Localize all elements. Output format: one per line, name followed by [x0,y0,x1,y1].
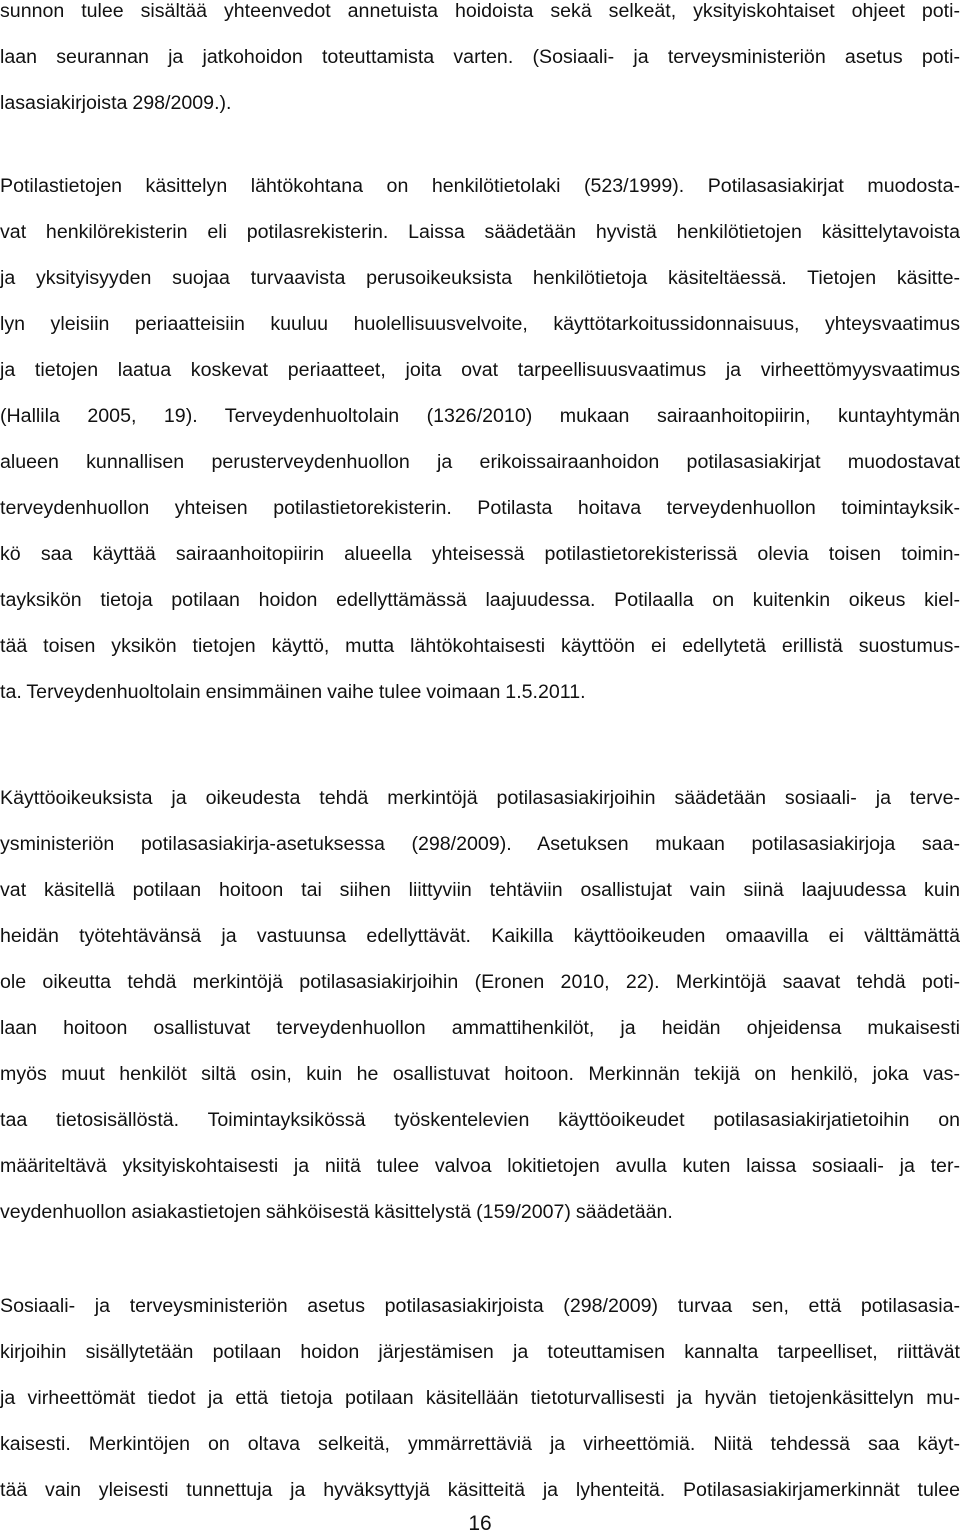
text-line: veydenhuollon asiakastietojen sähköisestä käsittelystä (159/2007) säädetään. [0,1201,673,1223]
text-line: alueen kunnallisen perusterveydenhuollon ja erikoissairaanhoidon potilasasiakirjat muodostavat [0,451,960,473]
text-line: Käyttöoikeuksista ja oikeudesta tehdä merkintöjä potilasasiakirjoihin säädetään sosiaali- ja terve- [0,787,960,809]
text-line: ja yksityisyyden suojaa turvaavista perusoikeuksista henkilötietoja käsiteltäessä. Tietojen käsitte- [0,267,960,289]
text-line: ta. Terveydenhuoltolain ensimmäinen vaihe tulee voimaan 1.5.2011. [0,681,586,703]
text-line: ja virheettömät tiedot ja että tietoja potilaan käsitellään tietoturvallisesti ja hyvän tietojenkäsittelyn mu- [0,1387,960,1409]
text-line: ja tietojen laatua koskevat periaatteet, joita ovat tarpeellisuusvaatimus ja virheettömyysvaatimus [0,359,960,381]
text-line: (Hallila 2005, 19). Terveydenhuoltolain (1326/2010) mukaan sairaanhoitopiirin, kuntayhtymän [0,405,960,427]
text-line: lasasiakirjoista 298/2009.). [0,92,232,114]
page-number: 16 [468,1512,492,1535]
text-line: ysministeriön potilasasiakirja-asetuksessa (298/2009). Asetuksen mukaan potilasasiakirjoja saa- [0,833,960,855]
text-line: määriteltävä yksityiskohtaisesti ja niitä tulee valvoa lokitietojen avulla kuten laissa sosiaali- ja ter- [0,1155,960,1177]
paragraph-3 [0,775,960,1235]
text-line: tää toisen yksikön tietojen käyttö, mutta lähtökohtaisesti käyttöön ei edellytetä erillistä suostumus- [0,635,960,657]
text-line: ole oikeutta tehdä merkintöjä potilasasiakirjoihin (Eronen 2010, 22). Merkintöjä saavat tehdä poti- [0,971,960,993]
text-line: taa tietosisällöstä. Toimintayksikössä työskentelevien käyttöoikeudet potilasasiakirjatietoihin on [0,1109,960,1131]
text-line: heidän työtehtävänsä ja vastuunsa edellyttävät. Kaikilla käyttöoikeuden omaavilla ei välttämättä [0,925,960,947]
text-line: kö saa käyttää sairaanhoitopiirin alueella yhteisessä potilastietorekisterissä olevia toisen toimin- [0,543,960,565]
paragraph-1 [0,0,960,126]
text-line: vat henkilörekisterin eli potilasrekisterin. Laissa säädetään hyvistä henkilötietojen käsittelytavoista [0,221,960,243]
text-line: laan seurannan ja jatkohoidon toteuttamista varten. (Sosiaali- ja terveysministeriön asetus poti- [0,46,960,68]
text-line: tää vain yleisesti tunnettuja ja hyväksyttyjä käsitteitä ja lyhenteitä. Potilasasiakirjamerkinnät tulee [0,1479,960,1501]
text-line: tayksikön tietoja potilaan hoidon edellyttämässä laajuudessa. Potilaalla on kuitenkin oikeus kiel- [0,589,960,611]
text-line: kirjoihin sisällytetään potilaan hoidon järjestämisen ja toteuttamisen kannalta tarpeelliset, riittävät [0,1341,960,1363]
text-line: Sosiaali- ja terveysministeriön asetus potilasasiakirjoista (298/2009) turvaa sen, että potilasasia- [0,1295,960,1317]
text-line: laan hoitoon osallistuvat terveydenhuollon ammattihenkilöt, ja heidän ohjeidensa mukaisesti [0,1017,960,1039]
text-line: myös muut henkilöt siltä osin, kuin he osallistuvat hoitoon. Merkinnän tekijä on henkilö, joka vas- [0,1063,960,1085]
text-line: sunnon tulee sisältää yhteenvedot annetuista hoidoista sekä selkeät, yksityiskohtaiset ohjeet poti- [0,0,960,22]
text-line: vat käsitellä potilaan hoitoon tai siihen liittyviin tehtäviin osallistujat vain siinä laajuudessa kuin [0,879,960,901]
text-line: Potilastietojen käsittelyn lähtökohtana on henkilötietolaki (523/1999). Potilasasiakirjat muodosta- [0,175,960,197]
text-line: kaisesti. Merkintöjen on oltava selkeitä, ymmärrettäviä ja virheettömiä. Niitä tehdessä saa käyt- [0,1433,960,1455]
text-line: lyn yleisiin periaatteisiin kuuluu huolellisuusvelvoite, käyttötarkoitussidonnaisuus, yhteysvaatimus [0,313,960,335]
paragraph-4 [0,1283,960,1513]
text-line: terveydenhuollon yhteisen potilastietorekisterin. Potilasta hoitava terveydenhuollon toimintayksik- [0,497,960,519]
paragraph-2 [0,163,960,715]
